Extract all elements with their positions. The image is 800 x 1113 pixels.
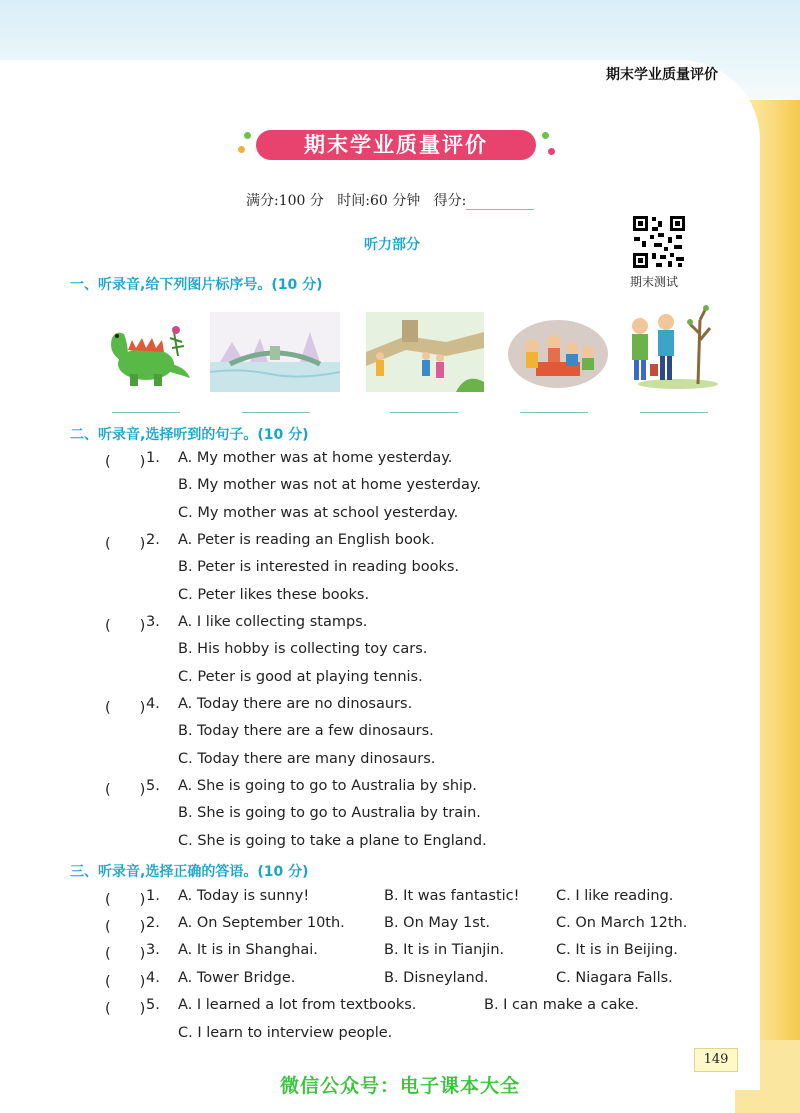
tree-planting-image [628, 300, 720, 390]
picnic-image [506, 312, 610, 392]
option-a: A. Peter is reading an English book. [178, 532, 435, 548]
running-header: 期末学业质量评价 [606, 67, 718, 83]
answer-paren[interactable]: ( ) [105, 974, 146, 990]
title-banner [236, 128, 556, 162]
answer-paren[interactable]: ( ) [105, 618, 146, 634]
answer-blank[interactable] [390, 412, 458, 413]
option-c: C. My mother was at school yesterday. [178, 505, 459, 521]
option-a: A. She is going to go to Australia by ship. [178, 778, 477, 794]
great-wall-image [366, 312, 484, 392]
dinosaur-image [102, 312, 192, 392]
option-c: C. Peter likes these books. [178, 587, 370, 603]
section2-heading: 二、听录音,选择听到的句子。(10 分) [70, 427, 309, 443]
option-c: C. Today there are many dinosaurs. [178, 751, 436, 767]
answer-blank[interactable] [112, 412, 180, 413]
option-a: A. On September 10th. [178, 915, 345, 931]
option-b: B. My mother was not at home yesterday. [178, 477, 481, 493]
question-number: 2. [146, 915, 160, 931]
question-number: 3. [146, 942, 160, 958]
option-a: A. I like collecting stamps. [178, 614, 368, 630]
answer-blank[interactable] [242, 412, 310, 413]
option-b: B. Peter is interested in reading books. [178, 559, 460, 575]
option-c: C. Niagara Falls. [556, 970, 673, 986]
question-number: 3. [146, 614, 160, 630]
answer-paren[interactable]: ( ) [105, 892, 146, 908]
option-a: A. Today there are no dinosaurs. [178, 696, 413, 712]
option-b: B. His hobby is collecting toy cars. [178, 641, 428, 657]
option-c: C. It is in Beijing. [556, 942, 678, 958]
question-number: 5. [146, 778, 160, 794]
answer-paren[interactable]: ( ) [105, 536, 146, 552]
answer-paren[interactable]: ( ) [105, 700, 146, 716]
answer-paren[interactable]: ( ) [105, 782, 146, 798]
option-b: B. Today there are a few dinosaurs. [178, 723, 434, 739]
city-lake-image [210, 312, 340, 392]
answer-paren[interactable]: ( ) [105, 454, 146, 470]
option-a: A. Tower Bridge. [178, 970, 296, 986]
score-label: 得分: [433, 193, 467, 209]
answer-paren[interactable]: ( ) [105, 946, 146, 962]
watermark: 微信公众号：电子课本大全 [279, 1075, 520, 1097]
qr-label: 期末测试 [630, 275, 679, 289]
option-c: C. I like reading. [556, 888, 674, 904]
answer-paren[interactable]: ( ) [105, 919, 146, 935]
option-b: B. I can make a cake. [484, 997, 639, 1013]
question-number: 4. [146, 970, 160, 986]
option-b: B. It is in Tianjin. [384, 942, 505, 958]
option-a: A. Today is sunny! [178, 888, 310, 904]
option-c: C. I learn to interview people. [178, 1025, 393, 1041]
option-c: C. She is going to take a plane to England. [178, 833, 487, 849]
answer-blank[interactable] [640, 412, 708, 413]
score-blank[interactable] [466, 193, 534, 210]
full-score: 满分:100 分 [246, 193, 324, 209]
section1-heading: 一、听录音,给下列图片标序号。(10 分) [70, 277, 323, 293]
option-c: C. Peter is good at playing tennis. [178, 669, 423, 685]
option-a: A. It is in Shanghai. [178, 942, 318, 958]
time-limit: 时间:60 分钟 [337, 193, 421, 209]
page-title: 期末学业质量评价 [304, 133, 488, 157]
listening-title: 听力部分 [364, 237, 420, 253]
page-number: 149 [694, 1048, 738, 1072]
question-number: 1. [146, 450, 160, 466]
option-a: A. I learned a lot from textbooks. [178, 997, 417, 1013]
score-line [246, 190, 534, 210]
option-b: B. She is going to go to Australia by train. [178, 805, 481, 821]
option-b: B. It was fantastic! [384, 888, 520, 904]
answer-paren[interactable]: ( ) [105, 1001, 146, 1017]
question-number: 1. [146, 888, 160, 904]
section3-heading: 三、听录音,选择正确的答语。(10 分) [70, 864, 309, 880]
option-b: B. Disneyland. [384, 970, 489, 986]
answer-blank[interactable] [520, 412, 588, 413]
qr-code-icon [632, 215, 686, 269]
option-c: C. On March 12th. [556, 915, 688, 931]
question-number: 5. [146, 997, 160, 1013]
option-b: B. On May 1st. [384, 915, 491, 931]
question-number: 2. [146, 532, 160, 548]
option-a: A. My mother was at home yesterday. [178, 450, 453, 466]
question-number: 4. [146, 696, 160, 712]
